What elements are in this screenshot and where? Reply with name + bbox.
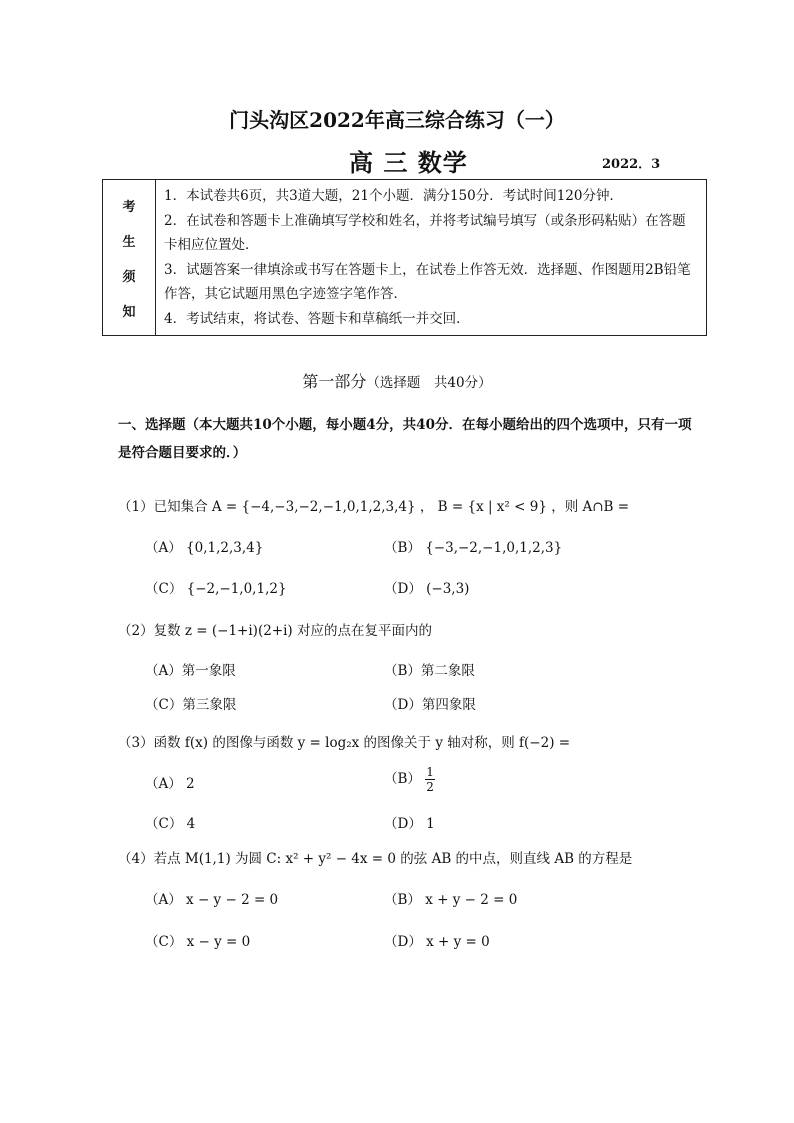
notice-side-char: 须 <box>122 269 136 285</box>
section-heading: 一、选择题（本大题共10个小题，每小题4分，共40分．在每小题给出的四个选项中，只有一项是符合题目要求的．） <box>118 417 692 461</box>
question-1-option-b: （B） {−3,−2,−1,0,1,2,3} <box>384 540 563 556</box>
question-1-option-d: （D） (−3,3) <box>384 581 470 597</box>
exam-date: 2022．3 <box>602 157 661 172</box>
question-1-stem: （1）已知集合 A = {−4,−3,−2,−1,0,1,2,3,4} ， B = {x | x² < 9} ，则 A∩B = <box>118 499 630 515</box>
question-3-option-c: （C） 4 <box>145 816 196 832</box>
notice-box <box>102 179 707 336</box>
notice-body <box>156 180 706 335</box>
notice-side-char: 考 <box>122 199 136 215</box>
question-4-option-a: （A） x − y − 2 = 0 <box>145 892 279 908</box>
part-title: 第一部分 <box>302 372 367 391</box>
question-3-stem: （3）函数 f(x) 的图像与函数 y = log₂x 的图像关于 y 轴对称，则 f(−2) = <box>118 735 571 751</box>
exam-title: 门头沟区2022年高三综合练习（一） <box>229 108 565 132</box>
fraction-denominator: 2 <box>426 780 434 794</box>
question-4-stem: （4）若点 M(1,1) 为圆 C: x² + y² − 4x = 0 的弦 AB 的中点，则直线 AB 的方程是 <box>118 851 633 867</box>
notice-item: 1．本试卷共6页，共3道大题，21个小题．满分150分．考试时间120分钟． <box>164 188 623 204</box>
question-2-stem: （2）复数 z = (−1+i)(2+i) 对应的点在复平面内的 <box>118 623 432 639</box>
notice-item: 4．考试结束，将试卷、答题卡和草稿纸一并交回． <box>164 310 470 327</box>
part-heading <box>0 369 794 392</box>
question-3-option-d: （D） 1 <box>384 816 435 832</box>
fraction-numerator: 1 <box>426 765 434 779</box>
question-4-option-c: （C） x − y = 0 <box>145 934 251 950</box>
notice-side-char: 生 <box>122 234 136 250</box>
question-4-option-d: （D） x + y = 0 <box>384 934 490 950</box>
question-2-option-d: （D）第四象限 <box>384 697 476 713</box>
question-2-option-b: （B）第二象限 <box>384 663 475 679</box>
notice-item: 2．在试卷和答题卡上准确填写学校和姓名，并将考试编号填写（或条形码粘贴）在答题卡相应位置处． <box>164 212 686 254</box>
notice-side-char: 知 <box>122 304 136 320</box>
part-note: （选择题 共40分） <box>366 375 492 391</box>
question-3-option-b: （B） <box>384 771 421 787</box>
question-4-option-b: （B） x + y − 2 = 0 <box>384 892 518 908</box>
question-3-option-b-wrap <box>384 765 435 794</box>
exam-subtitle: 高 三 数学 <box>349 148 468 177</box>
notice-side-label <box>103 180 156 335</box>
question-1-option-a: （A） {0,1,2,3,4} <box>145 540 264 556</box>
question-2-option-c: （C）第三象限 <box>145 697 237 713</box>
question-2-option-a: （A）第一象限 <box>145 663 236 679</box>
question-3-option-a: （A） 2 <box>145 776 195 792</box>
question-1-option-c: （C） {−2,−1,0,1,2} <box>145 581 287 597</box>
fraction <box>425 765 435 794</box>
notice-item: 3．试题答案一律填涂或书写在答题卡上，在试卷上作答无效．选择题、作图题用2B铅笔作答，其它试题用黑色字迹签字笔作答． <box>164 261 691 303</box>
